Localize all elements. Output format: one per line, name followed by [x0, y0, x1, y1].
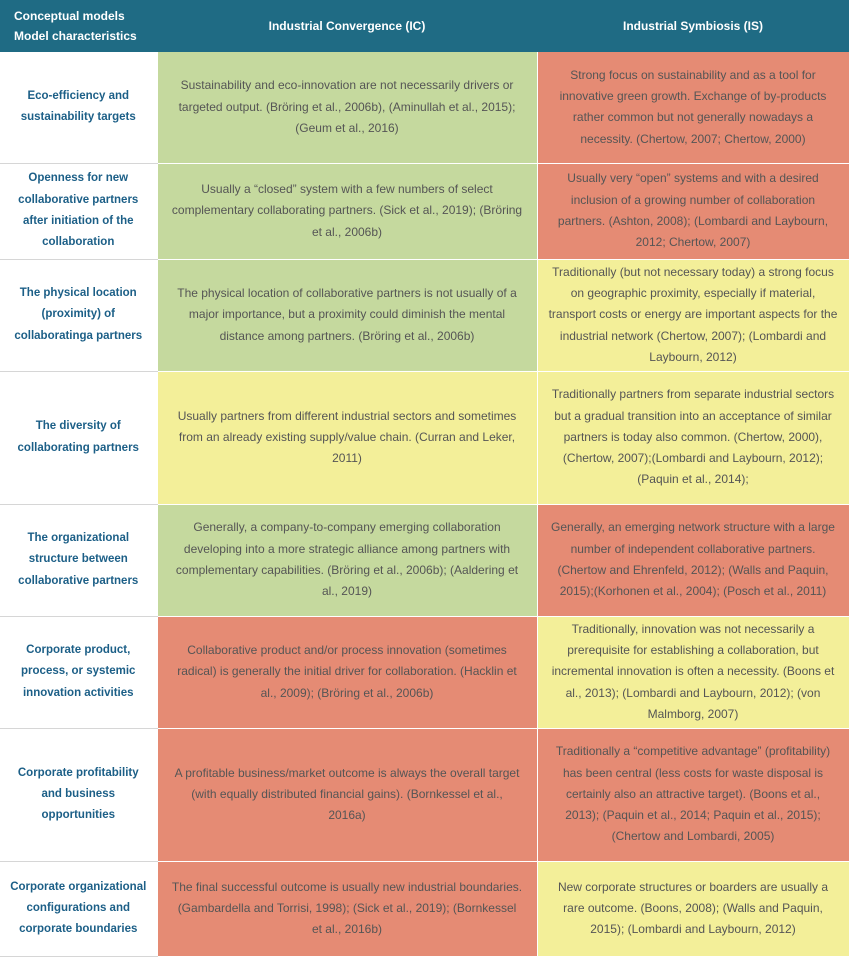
is-cell: New corporate structures or boarders are usually a rare outcome. (Boons, 2008); (Walls and Paquin, 2015); (Lombardi and Laybourn, 2012): [537, 861, 849, 956]
is-cell: Traditionally partners from separate industrial sectors but a gradual transition into an acceptance of similar partners is today also common. (Chertow, 2000), (Chertow, 2007);(Lombardi and Laybourn, 2012);(Paquin et al., 2014);: [537, 371, 849, 504]
table-header: [0, 0, 849, 52]
header-row: [0, 0, 849, 52]
ic-cell: Generally, a company-to-company emerging collaboration developing into a more strategic alliance among partners with complementary capabilities. (Bröring et al., 2006b); (Aaldering et al., 2019): [157, 504, 537, 616]
characteristic-cell: Eco-efficiency and sustainability targets: [0, 52, 157, 163]
characteristic-cell: Corporate product, process, or systemic innovation activities: [0, 616, 157, 728]
header-characteristics: [0, 0, 157, 52]
characteristic-cell: The physical location (proximity) of collaboratinga partners: [0, 259, 157, 371]
table-row: [0, 861, 849, 956]
is-cell: Strong focus on sustainability and as a tool for innovative green growth. Exchange of by-products rather common but not generally nowadays a necessity. (Chertow, 2007; Chertow, 2000): [537, 52, 849, 163]
table-row: [0, 259, 849, 371]
ic-cell: Sustainability and eco-innovation are not necessarily drivers or targeted output. (Bröring et al., 2006b), (Aminullah et al., 2015); (Geum et al., 2016): [157, 52, 537, 163]
table-row: [0, 52, 849, 163]
ic-cell: A profitable business/market outcome is always the overall target (with equally distributed financial gains). (Bornkessel et al., 2016a): [157, 728, 537, 861]
header-model-characteristics: Model characteristics: [14, 29, 137, 43]
is-cell: Traditionally a “competitive advantage” (profitability) has been central (less costs for waste disposal is certainly also an attractive target). (Boons et al., 2013); (Paquin et al., 2014; Paquin et al., 2015); (Chertow and Lombardi, 2005): [537, 728, 849, 861]
table-body: [0, 52, 849, 956]
header-industrial-convergence: Industrial Convergence (IC): [157, 0, 537, 52]
characteristic-cell: Corporate organizational configurations and corporate boundaries: [0, 861, 157, 956]
table-row: [0, 371, 849, 504]
ic-cell: The physical location of collaborative partners is not usually of a major importance, but a proximity could diminish the mental distance among partners. (Bröring et al., 2006b): [157, 259, 537, 371]
table-row: [0, 616, 849, 728]
ic-cell: Collaborative product and/or process innovation (sometimes radical) is generally the initial driver for collaboration. (Hacklin et al., 2009); (Bröring et al., 2006b): [157, 616, 537, 728]
characteristic-cell: Openness for new collaborative partners after initiation of the collaboration: [0, 163, 157, 259]
ic-cell: The final successful outcome is usually new industrial boundaries. (Gambardella and Torrisi, 1998); (Sick et al., 2019); (Bornkessel et al., 2016b): [157, 861, 537, 956]
ic-cell: Usually a “closed” system with a few numbers of select complementary collaborating partners. (Sick et al., 2019); (Bröring et al., 2006b): [157, 163, 537, 259]
is-cell: Generally, an emerging network structure with a large number of independent collaborative partners. (Chertow and Ehrenfeld, 2012); (Walls and Paquin, 2015);(Korhonen et al., 2004); (Posch et al., 2011): [537, 504, 849, 616]
ic-cell: Usually partners from different industrial sectors and sometimes from an already existing supply/value chain. (Curran and Leker, 2011): [157, 371, 537, 504]
characteristic-cell: The organizational structure between collaborative partners: [0, 504, 157, 616]
characteristic-cell: The diversity of collaborating partners: [0, 371, 157, 504]
header-industrial-symbiosis: Industrial Symbiosis (IS): [537, 0, 849, 52]
header-conceptual-models: Conceptual models: [14, 9, 125, 23]
is-cell: Traditionally, innovation was not necessarily a prerequisite for establishing a collaboration, but incremental innovation is often a necessity. (Boons et al., 2013); (Lombardi and Laybourn, 2012); (von Malmborg, 2007): [537, 616, 849, 728]
characteristic-cell: Corporate profitability and business opportunities: [0, 728, 157, 861]
table-row: [0, 163, 849, 259]
table-row: [0, 504, 849, 616]
is-cell: Traditionally (but not necessary today) a strong focus on geographic proximity, especially if material, transport costs or energy are important aspects for the industrial network (Chertow, 2007); (Lombardi and Laybourn, 2012): [537, 259, 849, 371]
is-cell: Usually very “open” systems and with a desired inclusion of a growing number of collaboration partners. (Ashton, 2008); (Lombardi and Laybourn, 2012; Chertow, 2007): [537, 163, 849, 259]
table-row: [0, 728, 849, 861]
